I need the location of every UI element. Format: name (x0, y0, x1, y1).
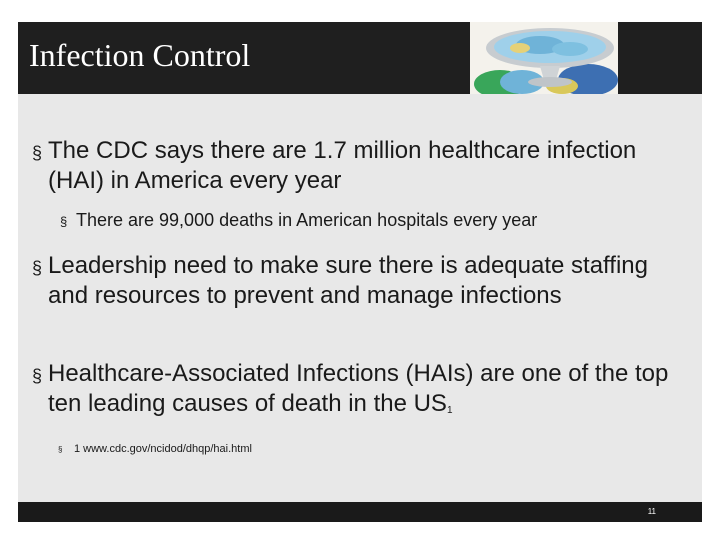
bullet-marker: § (32, 143, 43, 163)
bullet-leadership (32, 251, 692, 311)
slide-title: Infection Control (29, 37, 251, 73)
bullet-marker: § (32, 366, 43, 386)
footnote-source (58, 442, 658, 456)
bullet-marker: § (32, 258, 43, 278)
bullet-cdc-statistic (32, 136, 692, 196)
sub-bullet-deaths (60, 209, 700, 231)
petri-dish-image (470, 22, 618, 94)
bullet-marker: § (58, 445, 63, 454)
bullet-text (32, 359, 692, 426)
page-number: 11 (647, 507, 656, 516)
footer-bar (18, 502, 702, 522)
title-bar (18, 22, 702, 94)
bullet-marker: § (60, 214, 68, 229)
bullet-text: There are 99,000 deaths in American hospitals every year (76, 210, 538, 230)
footnote-text: 1 www.cdc.gov/ncidod/dhqp/hai.html (74, 443, 252, 455)
bullet-hai-causes (32, 359, 692, 426)
bullet-text-main: Healthcare-Associated Infections (HAIs) are one of the top ten leading causes of death in the US (48, 360, 669, 417)
bullet-text: The CDC says there are 1.7 million healthcare infection (HAI) in America every year (48, 137, 637, 194)
slide (18, 22, 702, 522)
footnote-reference: 1 (446, 405, 453, 416)
bullet-text: Leadership need to make sure there is adequate staffing and resources to prevent and manage infections (48, 252, 648, 309)
